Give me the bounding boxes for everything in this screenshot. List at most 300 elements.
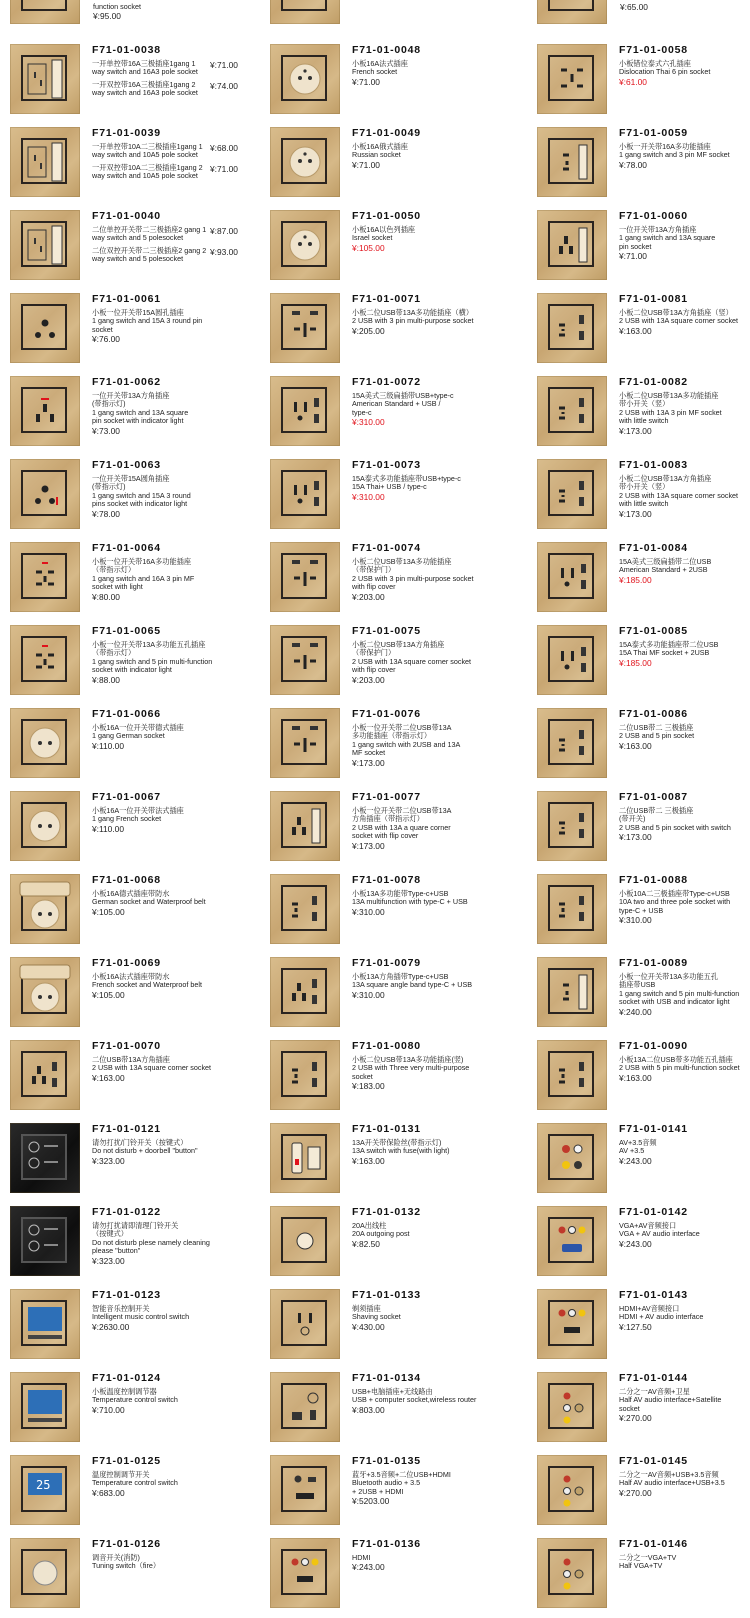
product-code: F71-01-0080: [352, 1040, 421, 1052]
product-price: ¥:163.00: [619, 1072, 652, 1083]
product-code: F71-01-0066: [92, 708, 161, 720]
usb-side-icon: [537, 376, 607, 446]
description-line: 小板错位泰式六孔插座: [619, 59, 691, 68]
description-line: (带指示灯): [92, 482, 126, 492]
product-description: [352, 1471, 512, 1506]
usb-side-icon: [537, 293, 607, 363]
av-half-icon: [537, 1538, 607, 1608]
description-line: American Standard + USB /: [352, 399, 441, 409]
description-line: 插座带USB: [619, 980, 656, 990]
square-usb-icon: [10, 1040, 80, 1110]
description-line: Russian socket: [352, 150, 401, 160]
description-line: HDMI: [352, 1553, 371, 1562]
dark-panel-icon: [10, 1123, 80, 1193]
product-option: [92, 81, 256, 98]
product-thumbnail: [10, 957, 80, 1027]
description-line: 1 gang switch and 13A square: [92, 407, 189, 417]
product-thumbnail: [10, 1206, 80, 1276]
description-line: Shaving socket: [352, 1312, 401, 1322]
product-thumbnail: [537, 44, 607, 114]
description-line: 2 USB with 13A square corner socket: [619, 490, 739, 500]
option-price: ¥:87.00: [210, 226, 238, 236]
product-code: F71-01-0070: [92, 1040, 161, 1052]
description-line: （带保护门）: [352, 648, 396, 658]
option-description-line: 1gang 2 way switch and 16A: [92, 79, 196, 98]
product-item: [270, 625, 518, 705]
product-item: [10, 293, 258, 373]
usb-top-icon: [270, 708, 340, 778]
description-line: 小板二位USB带13A多功能插座(竖): [352, 1055, 464, 1064]
product-code: F71-01-0061: [92, 293, 161, 305]
product-code: F71-01-0059: [619, 127, 688, 139]
option-description-line: 2 gang 1 way switch and 5 pole: [92, 225, 207, 243]
product-code: F71-01-0124: [92, 1372, 161, 1384]
product-thumbnail: [537, 874, 607, 944]
description-line: USB+电脑插座+无线路由: [352, 1387, 433, 1396]
description-line: AV +3.5: [619, 1146, 645, 1156]
option-description-line: 1gang 2 way switch and 10A: [92, 162, 203, 181]
description-line: 调音开关(消防): [92, 1553, 140, 1562]
description-line: 2 USB with 13A 3 pin MF socket: [619, 407, 722, 417]
multi-light-icon: [10, 542, 80, 612]
product-code: F71-01-0074: [352, 542, 421, 554]
round-socket-icon: [270, 44, 340, 114]
product-price: ¥:163.00: [92, 1072, 125, 1083]
product-price: ¥:430.00: [352, 1321, 385, 1332]
product-description: [352, 807, 512, 851]
product-item: [537, 1123, 750, 1203]
product-price: ¥:243.00: [619, 1238, 652, 1249]
description-line: 方角插座（带指示灯）: [352, 814, 424, 824]
product-code: F71-01-0088: [619, 874, 688, 886]
product-thumbnail: [537, 459, 607, 529]
option-price: ¥:74.00: [210, 80, 238, 91]
product-item: [537, 542, 750, 622]
description-line: 小板10A二三极插座带Type-c+USB: [619, 889, 730, 898]
description-line: 小板13A多功能带Type-c+USB: [352, 889, 449, 898]
product-code: F71-01-0063: [92, 459, 161, 471]
multi-switch-icon: [537, 957, 607, 1027]
product-item: [10, 1455, 258, 1535]
product-thumbnail: [10, 44, 80, 114]
product-code: F71-01-0085: [619, 625, 688, 637]
screen-icon: [10, 1289, 80, 1359]
product-item: [10, 127, 258, 207]
product-item: [10, 874, 258, 954]
product-price: ¥:163.00: [352, 1155, 385, 1166]
product-thumbnail: [270, 0, 340, 24]
description-line: 15A Thai MF socket + 2USB: [619, 648, 710, 658]
usb-side-icon: [537, 459, 607, 529]
product-item: [270, 44, 518, 124]
product-description: [619, 724, 750, 751]
multi-usb-icon: [270, 1040, 340, 1110]
description-line: 小板一位开关带13A多功能五孔插座: [92, 640, 206, 649]
product-price: ¥:323.00: [92, 1155, 125, 1166]
description-line: 13A square angle band type-C + USB: [352, 980, 473, 990]
description-line: 2 USB and 5 pin socket with switch: [619, 822, 731, 832]
product-description: [619, 1471, 750, 1498]
product-price: ¥:163.00: [619, 740, 652, 751]
option-price: ¥:93.00: [210, 246, 238, 257]
option-description-line: socket: [162, 233, 184, 243]
product-item: [270, 542, 518, 622]
square-light-icon: [10, 376, 80, 446]
description-line: 2 USB with 3 pin multi-purpose socket: [352, 573, 474, 583]
description-line: 2 USB with 13A a quare corner: [352, 822, 451, 832]
product-code: F71-01-0135: [352, 1455, 421, 1467]
product-item: [10, 459, 258, 539]
product-description: [352, 1388, 512, 1415]
product-thumbnail: [537, 1372, 607, 1442]
description-line: USB + computer socket,wireless router: [352, 1395, 477, 1405]
option-price: ¥:71.00: [210, 60, 238, 70]
product-item: [537, 127, 750, 207]
product-item: [10, 1372, 258, 1452]
product-item: [270, 874, 518, 954]
description-line: 2 USB with 3 pin multi-purpose socket: [352, 316, 474, 326]
usb-side-icon: [537, 791, 607, 861]
description-line: 小板二位USB带13A多功能插座: [619, 391, 719, 400]
product-code: F71-01-0133: [352, 1289, 421, 1301]
product-description: [92, 1388, 252, 1415]
product-code: F71-01-0146: [619, 1538, 688, 1550]
product-thumbnail: [537, 1123, 607, 1193]
description-line: 2 USB with 5 pin multi-function socket: [619, 1063, 740, 1073]
product-description: [619, 1222, 750, 1249]
product-thumbnail: [10, 1538, 80, 1608]
description-line: socket: [92, 324, 113, 334]
description-line: (带开关): [619, 814, 646, 824]
product-item: [10, 791, 258, 871]
product-price: ¥:203.00: [352, 591, 385, 602]
bluetooth-icon: [270, 1455, 340, 1525]
product-code: F71-01-0075: [352, 625, 421, 637]
product-description: [352, 890, 512, 917]
description-line: 一位开关带13A方角插座: [619, 225, 697, 234]
description-line: 2 USB with Three very multi-purpose: [352, 1063, 470, 1073]
square-switch-icon: [270, 791, 340, 861]
multi-switch-icon: [537, 127, 607, 197]
description-line: 小板二位USB带13A方角插座: [352, 640, 445, 649]
description-line: HDMI+AV音频接口: [619, 1304, 680, 1313]
description-line: 小板一位开关带二位USB带13A: [352, 806, 452, 815]
option-description-line: 1gang 1 way switch and 10A: [92, 142, 203, 160]
product-item: [537, 708, 750, 788]
product-description: [92, 475, 252, 519]
round-socket-icon: [270, 210, 340, 280]
product-item: [270, 1538, 518, 1618]
description-line: Do not disturb plese namely cleaning: [92, 1237, 210, 1247]
description-line: pin socket with indicator light: [92, 416, 184, 426]
product-code: F71-01-0087: [619, 791, 688, 803]
product-price: ¥:127.50: [619, 1321, 652, 1332]
partial-description: ¥:65.00: [620, 2, 648, 12]
product-code: F71-01-0131: [352, 1123, 421, 1135]
product-price: ¥:240.00: [619, 1006, 652, 1017]
product-thumbnail: [10, 0, 80, 24]
product-option: [92, 60, 256, 77]
product-description: [619, 475, 750, 519]
product-thumbnail: [537, 791, 607, 861]
product-item: [10, 1123, 258, 1203]
description-line: （带指示灯）: [92, 565, 136, 575]
switch-outlet-icon: [10, 44, 80, 114]
product-item: [270, 708, 518, 788]
screen-icon: [10, 1372, 80, 1442]
product-item: [537, 210, 750, 290]
product-price: ¥:803.00: [352, 1404, 385, 1415]
product-description: [92, 724, 252, 751]
product-price: ¥:82.50: [352, 1238, 380, 1249]
product-thumbnail: [270, 957, 340, 1027]
product-thumbnail: [537, 0, 607, 24]
description-line: 1 gang switch and 3 pin MF socket: [619, 150, 730, 160]
usb-side-icon: [537, 708, 607, 778]
description-line: 小板温度控制调节器: [92, 1387, 157, 1396]
product-thumbnail: [537, 957, 607, 1027]
product-price: ¥:73.00: [92, 425, 120, 436]
description-line: socket with USB and indicator light: [619, 997, 730, 1007]
product-description: [619, 1305, 750, 1332]
product-price: ¥:173.00: [619, 425, 652, 436]
product-thumbnail: [10, 791, 80, 861]
product-thumbnail: [10, 874, 80, 944]
multi-socket-icon: [537, 44, 607, 114]
product-item: [10, 1538, 258, 1618]
description-line: 二分之一AV音频+卫星: [619, 1387, 690, 1396]
product-thumbnail: [10, 1372, 80, 1442]
description-line: with flip cover: [352, 582, 396, 592]
description-line: MF socket: [352, 748, 386, 758]
product-price: ¥:110.00: [92, 823, 124, 834]
description-line: with flip cover: [352, 665, 396, 675]
product-code: F71-01-0145: [619, 1455, 688, 1467]
description-line: 15A美式三级扁插带USB+type-c: [352, 391, 454, 400]
description-line: 2 USB and 5 pin socket: [619, 731, 695, 741]
product-item: [537, 625, 750, 705]
switch-outlet-icon: [10, 127, 80, 197]
fuse-icon: [270, 1123, 340, 1193]
description-line: American Standard + 2USB: [619, 565, 708, 575]
product-item: [270, 791, 518, 871]
product-options: [92, 143, 256, 185]
description-line: 1 gang German socket: [92, 731, 165, 741]
product-item: [537, 1372, 750, 1452]
shaver-icon: [270, 1289, 340, 1359]
product-thumbnail: [537, 708, 607, 778]
product-description: [352, 641, 512, 685]
description-line: French socket: [352, 67, 398, 77]
product-price: ¥:310.00: [619, 915, 652, 926]
description-line: 小板二位USB带13A多功能插座: [352, 557, 452, 566]
product-price: ¥:270.00: [619, 1413, 652, 1424]
product-description: [92, 1222, 252, 1266]
product-thumbnail: [537, 293, 607, 363]
product-description: [352, 392, 512, 427]
description-line: + 2USB + HDMI: [352, 1486, 404, 1496]
description-line: socket: [352, 1071, 373, 1081]
product-item: [537, 874, 750, 954]
description-line: 小板一位开关带13A多功能五孔: [619, 972, 719, 981]
product-description: [92, 1056, 252, 1083]
multi-usb-icon: [537, 874, 607, 944]
product-price: ¥:5203.00: [352, 1496, 390, 1507]
product-thumbnail: [10, 542, 80, 612]
description-line: 15A泰式多功能插座带二位USB: [619, 640, 719, 649]
description-line: 2 USB with 13A square corner socket: [92, 1063, 212, 1073]
product-thumbnail: [537, 376, 607, 446]
product-option: [92, 226, 256, 243]
product-description: [352, 475, 512, 502]
product-item: [270, 1206, 518, 1286]
option-description-line: 3 pole socket: [155, 88, 198, 98]
description-line: socket with flip cover: [352, 831, 419, 841]
product-code: F71-01-0073: [352, 459, 421, 471]
product-code: F71-01-0126: [92, 1538, 161, 1550]
product-code: F71-01-0048: [352, 44, 421, 56]
description-line: 二位USB带13A方角插座: [92, 1055, 170, 1064]
description-line: 15A泰式多功能插座带USB+type-c: [352, 474, 461, 483]
option-description-line: 3 pole socket: [155, 67, 198, 77]
product-price: ¥:163.00: [619, 325, 652, 336]
option-price: ¥:68.00: [210, 143, 238, 153]
description-line: Temperature control switch: [92, 1478, 178, 1488]
product-item: [270, 1455, 518, 1535]
product-description: [352, 226, 512, 253]
description-line: 小板一位开关带二位USB带13A: [352, 723, 452, 732]
product-code: F71-01-0125: [92, 1455, 161, 1467]
product-price: ¥:61.00: [619, 76, 647, 87]
product-description: [92, 1554, 252, 1571]
product-item: [10, 376, 258, 456]
description-line: 请勿打扰/门铃开关（按键式）: [92, 1138, 188, 1147]
option-description-line: 一开单控带16A三极插座: [92, 59, 170, 68]
product-description: [352, 1222, 512, 1249]
product-price: ¥:2630.00: [92, 1321, 130, 1332]
product-code: F71-01-0049: [352, 127, 421, 139]
product-description: [92, 973, 252, 1000]
partial-description: function socket ¥:95.00: [93, 2, 141, 22]
description-line: socket with indicator light: [92, 665, 172, 675]
hdmi-icon: [537, 1289, 607, 1359]
product-price: ¥:310.00: [352, 491, 385, 502]
product-price: ¥:203.00: [352, 674, 385, 685]
product-thumbnail: [270, 542, 340, 612]
product-code: F71-01-0081: [619, 293, 688, 305]
product-thumbnail: [10, 127, 80, 197]
product-thumbnail: [270, 1455, 340, 1525]
description-line: 2 USB with 13A square corner socket: [352, 656, 472, 666]
product-item: [537, 376, 750, 456]
product-description: [92, 1471, 252, 1498]
product-thumbnail: [537, 625, 607, 695]
knob-icon: [10, 1538, 80, 1608]
product-code: F71-01-0132: [352, 1206, 421, 1218]
product-thumbnail: [10, 1040, 80, 1110]
product-price: ¥:71.00: [352, 76, 380, 87]
product-item: [537, 1040, 750, 1120]
product-description: [619, 392, 750, 436]
product-item: [270, 957, 518, 1037]
description-line: 1 gang switch and 5 pin multi-function: [92, 656, 213, 666]
product-price: ¥:88.00: [92, 674, 120, 685]
product-description: [92, 807, 252, 834]
product-description: [619, 641, 750, 668]
description-line: HDMI + AV audio interface: [619, 1312, 704, 1322]
product-thumbnail: [270, 1040, 340, 1110]
description-line: 小板16A以色列插座: [352, 225, 416, 234]
product-code: F71-01-0068: [92, 874, 161, 886]
product-description: [619, 1056, 750, 1083]
product-thumbnail: [270, 874, 340, 944]
description-line: please "button": [92, 1246, 141, 1256]
product-price: ¥:243.00: [619, 1155, 652, 1166]
product-description: [92, 309, 252, 344]
product-code: F71-01-0058: [619, 44, 688, 56]
product-price: ¥:71.00: [352, 159, 380, 170]
description-line: German socket and Waterproof belt: [92, 897, 206, 907]
description-line: 1 gang switch with 2USB and 13A: [352, 739, 461, 749]
description-line: 小板13A二位USB带多功能五孔插座: [619, 1055, 733, 1064]
description-line: 剃须插座: [352, 1304, 381, 1313]
product-description: [352, 60, 512, 87]
description-line: pin socket: [619, 241, 652, 251]
product-price: ¥:105.00: [92, 906, 125, 917]
product-description: [619, 558, 750, 585]
product-thumbnail: [537, 1538, 607, 1608]
description-line: Dislocation Thai 6 pin socket: [619, 67, 711, 77]
thermo-icon: [10, 1455, 80, 1525]
description-line: 一位开关带13A方角插座: [92, 391, 170, 400]
product-price: ¥:683.00: [92, 1487, 125, 1498]
description-line: French socket and Waterproof belt: [92, 980, 202, 990]
product-price: ¥:310.00: [352, 417, 385, 428]
product-price: ¥:110.00: [92, 740, 124, 751]
product-code: F71-01-0134: [352, 1372, 421, 1384]
description-line: AV+3.5音频: [619, 1138, 657, 1147]
description-line: 多功能插座（带指示灯）: [352, 731, 432, 741]
product-item: [10, 542, 258, 622]
product-price: ¥:173.00: [352, 840, 385, 851]
description-line: VGA + AV audio interface: [619, 1229, 700, 1239]
description-line: Half AV audio interface+Satellite: [619, 1395, 722, 1405]
product-thumbnail: [537, 210, 607, 280]
description-line: 智能音乐控制开关: [92, 1304, 150, 1313]
product-code: F71-01-0064: [92, 542, 161, 554]
description-line: Do not disturb + doorbell "button": [92, 1146, 198, 1156]
product-options: [92, 226, 256, 268]
product-price: ¥:270.00: [619, 1487, 652, 1498]
product-price: ¥:185.00: [619, 657, 652, 668]
product-price: ¥:185.00: [619, 574, 652, 585]
us-usb-icon: [270, 376, 340, 446]
product-item: [270, 1123, 518, 1203]
product-code: F71-01-0121: [92, 1123, 161, 1135]
description-line: 一位开关带15A圆角插座: [92, 474, 170, 483]
description-line: type-c: [352, 407, 372, 417]
product-price: ¥:310.00: [352, 989, 385, 1000]
description-line: 小板16A法式插座带防水: [92, 972, 170, 981]
product-price: ¥:76.00: [92, 334, 120, 345]
option-description-line: 一开双控带16A三极插座: [92, 79, 170, 89]
product-item: [537, 1455, 750, 1535]
product-description: [352, 309, 512, 336]
description-line: 小板一位开关带16A多功能插座: [92, 557, 192, 566]
product-price: ¥:78.00: [92, 508, 120, 519]
description-line: with little switch: [619, 416, 669, 426]
product-item: [537, 1289, 750, 1369]
